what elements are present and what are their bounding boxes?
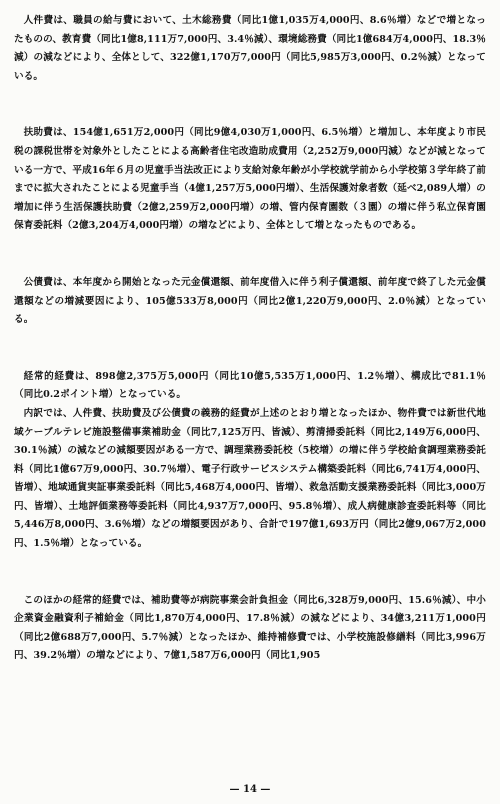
paragraph-recurring-expenses: 経常的経費は、898億2,375万5,000円（同比10億5,535万1,000円、1.2％増）、構成比で81.1％（同比0.2ポイント増）となっている。 [14,370,486,401]
paragraph-breakdown: 内訳では、人件費、扶助費及び公債費の義務的経費が上述のとおり増となったほか、物件費では新世代地域ケーブルテレビ施設整備事業補助金（同比7,125万円、皆減）、剪清掃委託料（同比2,149万6,000円、30.1％減）の減などの減額要因がある一方で、調理業務委託校（5校増）の増に伴う学校給食調理業務委託料（同比1億67万9,000円、30.7％増）、電子行政サービスシステム構築委託料（同比6,741万4,000円、皆増）、地域通貨実証事業委託料（同比5,468万4,000円、皆増）、救急活動支援業務委託料（同比3,000万円、皆増）、土地評価業務等委託料（同比4,937万7,000円、95.8％増）、成人病健康診査委託料等（同比5,446万8,000円、3.6％増）などの増額要因があり、合計で197億1,693万円（同比2億9,067万2,000円、1.5％増）となっている。 [14,407,486,550]
paragraph-welfare-costs: 扶助費は、154億1,651万2,000円（同比9億4,030万1,000円、6.5％増）と増加し、本年度より市民税の課税世帯を対象外としたことによる高齢者住宅改造助成費用（2,252万9,000円減）などが減となっている一方で、平成16年６月の児童手当法改正により支給対象年齢が小学校就学前から小学校第３学年終了前までに拡大されたことによる児童手当（4億1,257万5,000円増）、生活保護対象者数（延べ2,089人増）の増加に伴う生活保護扶助費（2億2,259万2,000円増）の増、管内保育園数（３園）の増に伴う私立保育園保育委託料（2億3,204万4,000円増）の増などにより、全体として増となったものである。 [14,127,486,232]
document-body [14,12,486,666]
paragraph-other-recurring: このほかの経常的経費では、補助費等が病院事業会計負担金（同比6,328万9,000円、15.6％減）、中小企業資金融資利子補給金（同比1,870万4,000円、17.8％減）の減などにより、34億3,211万1,000円（同比2億688万7,000円、5.7％減）となったほか、維持補修費では、小学校施設修繕料（同比3,996万円、39.2％増）の増などにより、7億1,587万6,000円（同比1,905 [14,594,486,662]
page-number: — 14 — [229,784,271,795]
paragraph-personnel-costs: 人件費は、職員の給与費において、土木総務費（同比1億1,035万4,000円、8.6％増）などで増となったものの、教育費（同比1億8,111万7,000円、3.4％減）、環境総務費（同比1億684万4,000円、18.3％減）の減などにより、全体として、322億1,170万7,000円（同比5,985万3,000円、0.2％減）となっている。 [14,15,486,82]
paragraph-debt-service: 公債費は、本年度から開始となった元金償還額、前年度借入に伴う利子償還額、前年度で終了した元金償還額などの増減要因により、105億533万8,000円（同比2億1,220万9,000円、2.0％減）となっている。 [14,276,486,326]
